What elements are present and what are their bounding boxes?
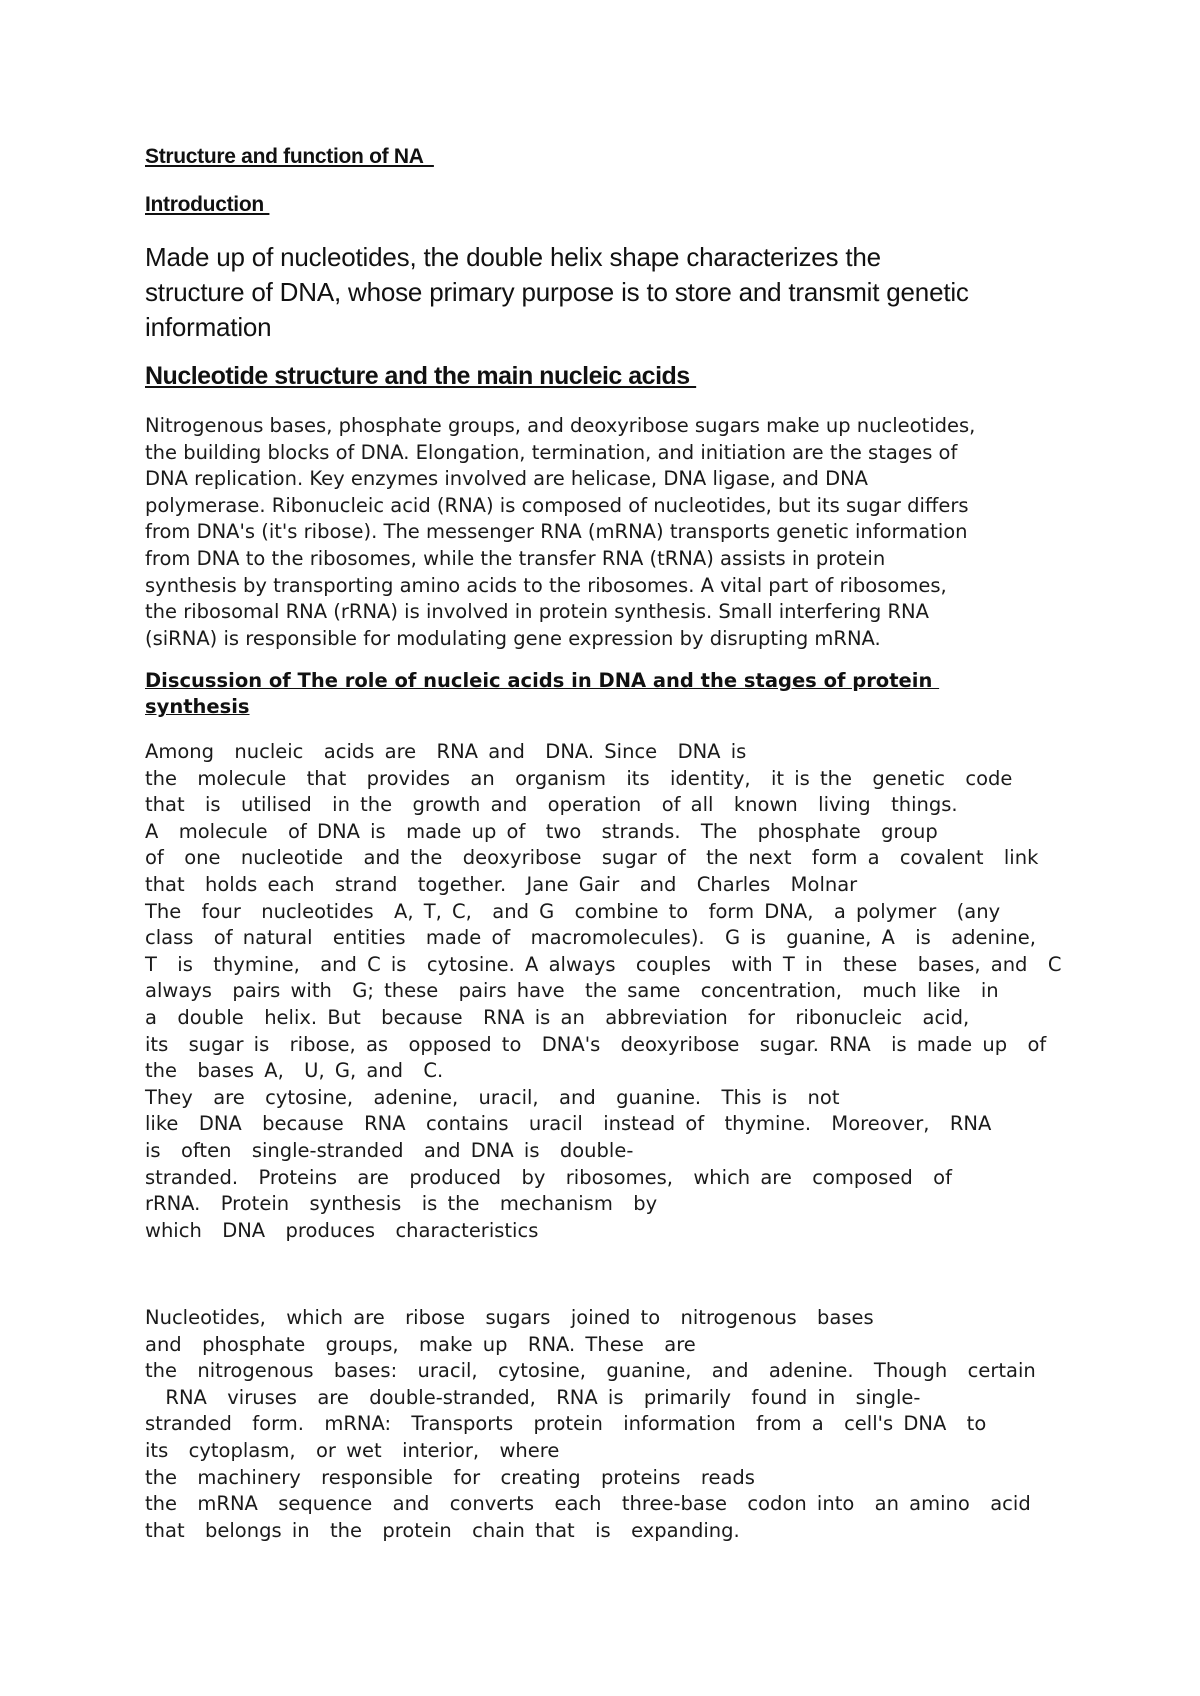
introduction-heading: Introduction xyxy=(145,193,270,216)
paragraph-line: Nitrogenous bases, phosphate groups, and deoxyribose sugars make up nucleotides, xyxy=(145,414,976,437)
paragraph-line: that belongs in the protein chain that is expanding. xyxy=(145,1518,740,1542)
paragraph-line: the molecule that provides an organism its identity, it is the genetic code xyxy=(145,766,1013,790)
paragraph-line: that holds each strand together. Jane Gair and Charles Molnar xyxy=(145,872,858,896)
paragraph-line: from DNA to the ribosomes, while the transfer RNA (tRNA) assists in protein xyxy=(145,546,886,570)
paragraph-line: its sugar is ribose, as opposed to DNA's deoxyribose sugar. RNA is made up of xyxy=(145,1032,1047,1056)
paragraph-line: which DNA produces characteristics xyxy=(145,1218,539,1242)
paragraph-line: its cytoplasm, or wet interior, where xyxy=(145,1438,560,1462)
discussion-heading-line: Discussion of The role of nucleic acids in DNA and the stages of protein xyxy=(145,669,940,692)
paragraph-line: stranded form. mRNA: Transports protein information from a cell's DNA to xyxy=(145,1412,987,1436)
paragraph-line: the bases A, U, G, and C. xyxy=(145,1059,444,1083)
paragraph-line: the machinery responsible for creating proteins reads xyxy=(145,1465,755,1489)
paragraph-line: (siRNA) is responsible for modulating gene expression by disrupting mRNA. xyxy=(145,626,881,650)
intro-line: Made up of nucleotides, the double helix shape characterizes the xyxy=(145,242,881,272)
introduction-paragraph xyxy=(145,240,1085,345)
paragraph-line: DNA replication. Key enzymes involved are helicase, DNA ligase, and DNA xyxy=(145,467,869,491)
paragraph-line: T is thymine, and C is cytosine. A always couples with T in these bases, and C xyxy=(145,952,1062,976)
paragraph-line: the ribosomal RNA (rRNA) is involved in protein synthesis. Small interfering RNA xyxy=(145,600,929,624)
paragraph-line: RNA viruses are double-stranded, RNA is primarily found in single- xyxy=(145,1385,921,1409)
nucleotide-section-paragraph xyxy=(145,413,975,652)
nucleotide-section-heading: Nucleotide structure and the main nucleic acids xyxy=(145,362,697,390)
discussion-heading-line: synthesis xyxy=(145,695,250,718)
paragraph-line: that is utilised in the growth and operation of all known living things. xyxy=(145,793,958,817)
paragraph-line: is often single-stranded and DNA is double- xyxy=(145,1138,634,1162)
paragraph-line: rRNA. Protein synthesis is the mechanism by xyxy=(145,1192,658,1216)
paragraph-line: of one nucleotide and the deoxyribose sugar of the next form a covalent link xyxy=(145,846,1039,870)
nucleotides-paragraph xyxy=(145,1305,1036,1544)
paragraph-line: the building blocks of DNA. Elongation, termination, and initiation are the stages of xyxy=(145,440,958,464)
paragraph-line: Among nucleic acids are RNA and DNA. Since DNA is xyxy=(145,740,747,763)
intro-line: information xyxy=(145,312,272,342)
paragraph-line: Nucleotides, which are ribose sugars joined to nitrogenous bases xyxy=(145,1306,874,1329)
paragraph-line: the mRNA sequence and converts each three-base codon into an amino acid xyxy=(145,1492,1031,1516)
discussion-heading xyxy=(145,668,939,720)
paragraph-line: polymerase. Ribonucleic acid (RNA) is composed of nucleotides, but its sugar differs xyxy=(145,493,969,517)
paragraph-line: The four nucleotides A, T, C, and G combine to form DNA, a polymer (any xyxy=(145,899,1001,923)
paragraph-line: synthesis by transporting amino acids to the ribosomes. A vital part of ribosomes, xyxy=(145,573,947,597)
paragraph-line: like DNA because RNA contains uracil instead of thymine. Moreover, RNA xyxy=(145,1112,992,1136)
paragraph-line: and phosphate groups, make up RNA. These are xyxy=(145,1332,696,1356)
document-title: Structure and function of NA xyxy=(145,145,434,168)
discussion-paragraph xyxy=(145,739,1061,1244)
paragraph-line: They are cytosine, adenine, uracil, and guanine. This is not xyxy=(145,1085,840,1109)
paragraph-line: from DNA's (it's ribose). The messenger RNA (mRNA) transports genetic information xyxy=(145,520,968,544)
paragraph-line: the nitrogenous bases: uracil, cytosine, guanine, and adenine. Though certain xyxy=(145,1359,1036,1383)
paragraph-line: stranded. Proteins are produced by ribosomes, which are composed of xyxy=(145,1165,952,1189)
paragraph-line: A molecule of DNA is made up of two strands. The phosphate group xyxy=(145,819,938,843)
paragraph-line: class of natural entities made of macromolecules). G is guanine, A is adenine, xyxy=(145,926,1036,950)
paragraph-line: a double helix. But because RNA is an abbreviation for ribonucleic acid, xyxy=(145,1005,970,1029)
intro-line: structure of DNA, whose primary purpose is to store and transmit genetic xyxy=(145,277,969,307)
paragraph-line: always pairs with G; these pairs have the same concentration, much like in xyxy=(145,979,999,1003)
